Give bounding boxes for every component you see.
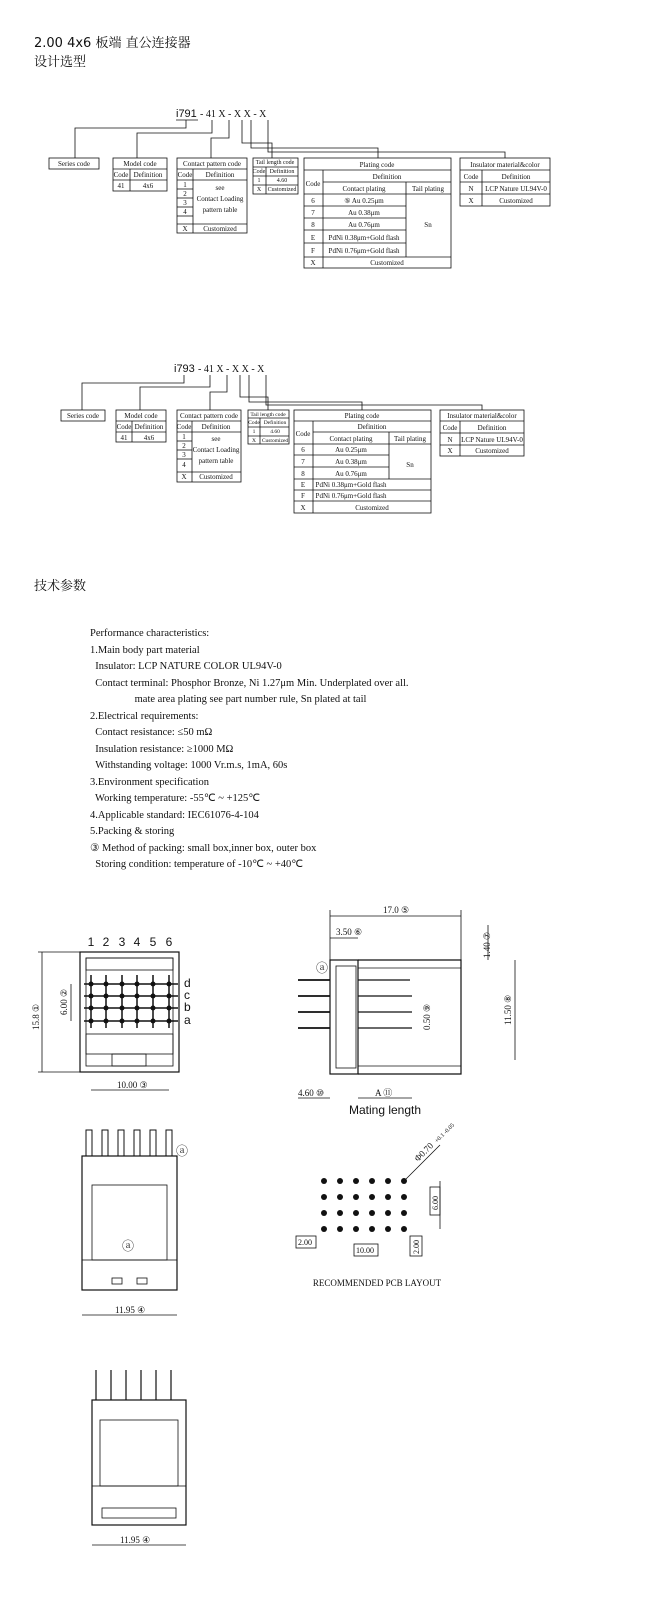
performance-text: Performance characteristics: 1.Main body part material Insulator: LCP NATURE COLOR UL94V-0 Contact terminal: Phosphor Bronze, Ni 1.27μm Min. Underplated over all. mate area plating see part number rule, Sn plated at tail 2.Electrical requirements: Contact resistance: ≤50 mΩ Insulation resistance: ≥1000 MΩ Withstanding voltage: 1000 Vr.m.s, 1mA, 60s 3.Environment specification Working temperature: -55℃ ~ +125℃ 4.Applicable standard: IEC61076-4-104 5.Packing & storing ③ Method of packing: small box,inner box, outer box Storing condition: temperature of -10℃ ~ +40℃ — [90, 628, 409, 870]
col-label-2: 2 — [102, 935, 110, 949]
contact-code-x: X — [182, 225, 188, 233]
contact-see: see — [215, 184, 225, 192]
tail2-r2-code: X — [252, 438, 256, 444]
pcb-dim-200a: 2.00 — [298, 1238, 312, 1247]
code1-prefix: i791 — [176, 108, 197, 120]
series2-label: Series code — [66, 412, 100, 420]
plating-r1-def: ⑤ Au 0.25μm — [344, 197, 384, 205]
tail2-title: Tail length code — [250, 412, 286, 418]
ins-def-hdr: Definition — [501, 173, 531, 181]
col-label-4: 4 — [133, 935, 141, 949]
ins2-r2-code: X — [447, 447, 453, 455]
dim-17-0: 17.0 ⑤ — [383, 905, 410, 915]
pcb-layout-label: RECOMMENDED PCB LAYOUT — [312, 1278, 442, 1288]
model2-title: Model code — [124, 412, 158, 420]
model-title: Model code — [123, 160, 157, 168]
plating-r4-code: E — [310, 234, 316, 242]
contact-code-4: 4 — [183, 208, 187, 216]
ins-r1-def: LCP Nature UL94V-0 — [485, 185, 547, 193]
dim-1-40: 1.40 ⑦ — [482, 931, 492, 958]
plating2-r5-code: F — [301, 492, 305, 500]
plating-tail-hdr: Tail plating — [412, 185, 444, 193]
contact2-see3: pattern table — [198, 457, 234, 465]
contact-see3: pattern table — [202, 206, 238, 214]
plating2-r3-code: 8 — [301, 470, 305, 478]
ins-r2-code: X — [468, 197, 474, 205]
ins-title: Insulator material&color — [470, 161, 540, 169]
plating-r4-def: PdNi 0.38μm+Gold flash — [328, 234, 400, 242]
page-title: 2.00 4x6 板端 直公连接器 — [34, 36, 191, 51]
plating2-x: X — [300, 504, 306, 512]
tail-row2-def: Customized — [267, 187, 297, 193]
row-label-c: c — [184, 988, 190, 1002]
tail2-r1-def: 4.60 — [270, 429, 280, 435]
top-view-connector — [82, 1130, 188, 1315]
plating-r2-def: Au 0.38μm — [348, 209, 380, 217]
plating2-def-hdr: Definition — [357, 423, 387, 431]
plating2-r3-def: Au 0.76μm — [335, 470, 367, 478]
dim-A: A ⑪ — [375, 1088, 393, 1098]
row-label-d: d — [184, 976, 191, 990]
series-label: Series code — [57, 160, 91, 168]
tail-row1-code: 1 — [257, 178, 261, 184]
model-val-code: 41 — [117, 182, 125, 190]
contact-see2: Contact Loading — [196, 195, 244, 203]
plating-r5-code: F — [311, 247, 315, 255]
side-view-connector — [298, 905, 515, 1117]
mark-a-top: ⓐ — [176, 1144, 189, 1158]
ins2-r2-def: Customized — [475, 447, 509, 455]
dim-6-00: 6.00 ② — [59, 988, 69, 1015]
contact-code-hdr: Code — [177, 171, 193, 179]
plating-sn: Sn — [424, 221, 432, 229]
contact-title: Contact pattern code — [183, 160, 241, 168]
part-code-diagram-2 — [0, 355, 666, 535]
tail-row1-def: 4.60 — [276, 178, 288, 184]
mark-a-side: ⓐ — [316, 961, 329, 975]
front-view-connector — [31, 935, 191, 1090]
contact2-custom: Customized — [199, 473, 233, 481]
contact-code-3: 3 — [183, 199, 187, 207]
plating2-r1-def: Au 0.25μm — [335, 446, 367, 454]
pcb-dim-200b: 2.00 — [412, 1240, 421, 1254]
technical-drawings — [0, 889, 666, 1619]
plating2-r4-def: PdNi 0.38μm+Gold flash — [315, 481, 387, 489]
ins2-def-hdr: Definition — [477, 424, 507, 432]
tail-row2-code: X — [256, 187, 262, 193]
mating-length-label: Mating length — [348, 1103, 422, 1117]
contact2-c2: 2 — [182, 442, 186, 450]
plating-r2-code: 7 — [311, 209, 315, 217]
plating-x: X — [310, 259, 316, 267]
ins2-r1-def: LCP Nature UL94V-0 — [461, 436, 523, 444]
plating2-r2-def: Au 0.38μm — [335, 458, 367, 466]
ins-code-hdr: Code — [463, 173, 479, 181]
pcb-dim-1000: 10.00 — [356, 1246, 374, 1255]
pcb-hole-dia: Φ0.70 — [412, 1140, 436, 1164]
ins2-r1-code: N — [447, 436, 453, 444]
plating2-r5-def: PdNi 0.76μm+Gold flash — [315, 492, 387, 500]
bottom-view-connector — [92, 1370, 186, 1545]
plating2-r4-code: E — [300, 481, 306, 489]
plating2-r2-code: 7 — [301, 458, 305, 466]
plating2-contact-hdr: Contact plating — [329, 435, 373, 443]
contact-def-hdr: Definition — [205, 171, 235, 179]
plating2-r1-code: 6 — [301, 446, 305, 454]
contact-code-2: 2 — [183, 190, 187, 198]
plating-custom: Customized — [370, 259, 404, 267]
contact-custom: Customized — [203, 225, 237, 233]
contact2-def-hdr: Definition — [201, 423, 231, 431]
contact2-c1: 1 — [182, 433, 186, 441]
plating-contact-hdr: Contact plating — [342, 185, 386, 193]
pcb-layout — [296, 1123, 456, 1288]
ins-r2-def: Customized — [499, 197, 533, 205]
ins-r1-code: N — [468, 185, 474, 193]
section-title-selection: 设计选型 — [34, 55, 87, 70]
col-label-1: 1 — [87, 935, 95, 949]
code1-rest: - 41 X - X X - X — [200, 109, 267, 120]
tail-code-hdr: Code — [252, 169, 266, 175]
pcb-hole-tol: +0.1 -0.05 — [434, 1122, 457, 1145]
dim-11-95-bottom: 11.95 ④ — [120, 1535, 151, 1545]
plating-def-hdr: Definition — [372, 173, 402, 181]
col-label-5: 5 — [149, 935, 157, 949]
code2-rest: - 41 X - X X - X — [198, 364, 265, 375]
contact2-cx: X — [181, 473, 187, 481]
contact2-c4: 4 — [182, 461, 186, 469]
row-label-b: b — [184, 1000, 191, 1014]
dim-4-60: 4.60 ⑩ — [298, 1088, 325, 1098]
tail2-code-hdr: Code — [248, 420, 260, 426]
model2-val-code: 41 — [120, 434, 128, 442]
model-def-hdr: Definition — [133, 171, 163, 179]
plating-code-hdr: Code — [305, 180, 321, 188]
plating-r3-code: 8 — [311, 221, 315, 229]
pcb-dim-600: 6.00 — [431, 1196, 440, 1210]
dim-10-00: 10.00 ③ — [117, 1080, 148, 1090]
model-val-def: 4x6 — [142, 182, 154, 190]
contact2-see2: Contact Loading — [192, 446, 240, 454]
model-code-hdr: Code — [113, 171, 129, 179]
ins2-code-hdr: Code — [442, 424, 458, 432]
plating2-custom: Customized — [355, 504, 389, 512]
tail2-r2-def: Customized — [261, 438, 289, 444]
contact2-see: see — [211, 435, 221, 443]
contact2-title: Contact pattern code — [180, 412, 238, 420]
dim-15-8: 15.8 ① — [31, 1003, 41, 1030]
dim-0-50: 0.50 ⑨ — [422, 1003, 432, 1030]
dim-11-95-top: 11.95 ④ — [115, 1305, 146, 1315]
plating-r3-def: Au 0.76μm — [348, 221, 380, 229]
col-label-6: 6 — [165, 935, 173, 949]
contact2-code-hdr: Code — [176, 423, 192, 431]
ins2-title: Insulator material&color — [447, 412, 517, 420]
model2-val-def: 4x6 — [143, 434, 155, 442]
plating2-sn: Sn — [406, 461, 414, 469]
dim-3-50: 3.50 ⑥ — [336, 927, 363, 937]
mark-a-center: ⓐ — [122, 1239, 135, 1253]
plating-r5-def: PdNi 0.76μm+Gold flash — [328, 247, 400, 255]
tail-def-hdr: Definition — [269, 169, 295, 175]
model2-def-hdr: Definition — [134, 423, 164, 431]
plating2-tail-hdr: Tail plating — [394, 435, 426, 443]
contact-code-1: 1 — [183, 181, 187, 189]
tail2-r1-code: 1 — [252, 429, 256, 435]
row-label-a: a — [184, 1013, 191, 1027]
col-label-3: 3 — [118, 935, 126, 949]
contact2-c3: 3 — [182, 451, 186, 459]
plating2-title: Plating code — [344, 412, 380, 420]
section-title-tech: 技术参数 — [34, 579, 87, 594]
plating2-code-hdr: Code — [295, 430, 311, 438]
dim-11-50: 11.50 ⑧ — [503, 994, 513, 1025]
model2-code-hdr: Code — [116, 423, 132, 431]
part-code-diagram-1 — [0, 95, 666, 375]
plating-r1-code: 6 — [311, 197, 315, 205]
code2-prefix: i793 — [174, 363, 195, 375]
plating-title: Plating code — [359, 161, 395, 169]
tail-title: Tail length code — [255, 160, 295, 166]
tail2-def-hdr: Definition — [263, 420, 287, 426]
